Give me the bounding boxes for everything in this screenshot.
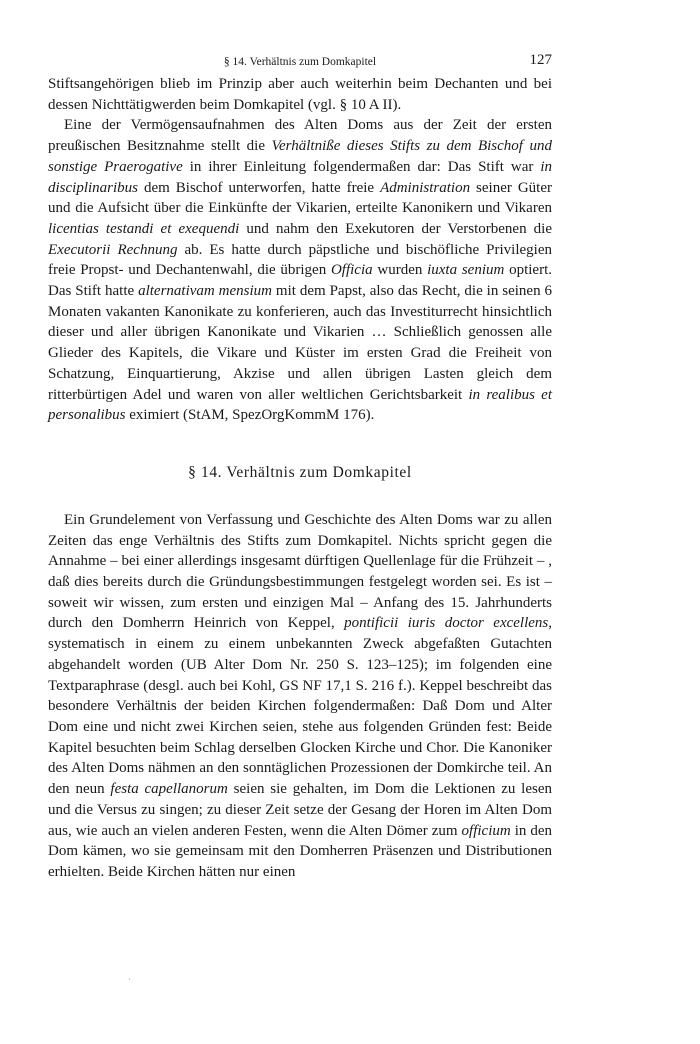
italic-phrase: licentias testandi et exequendi — [48, 220, 240, 237]
text-run: Stiftsangehörigen blieb im Prinzip aber auch weiterhin beim Dechanten und bei dessen Nichttätigwerden beim Domkapitel (vgl. § 10 A II). — [48, 76, 552, 113]
italic-phrase: in disciplinaribus — [48, 158, 552, 196]
text-run: wurden — [372, 262, 428, 279]
italic-phrase: Administration — [380, 179, 471, 196]
text-run: in den Dom kämen, wo sie gemeinsam mit den Domherren Präsenzen und Distributionen erhielten. Beide Kirchen hätten nur einen — [48, 822, 552, 880]
text-run: mit dem Papst, also das Recht, die in seinen 6 Monaten vakanten Kanonikate zu konferieren, auch das Investiturrecht hinsichtlich dieser und aller übrigen Kanonikate und Vikarien … Schließlich genossen alle Glieder des Kapitels, die Vikare und Küster im ersten Grad die Freiheit von Schatzung, Einquartierung, Akzise und allen übrigen Lasten gleich dem ritterbürtigen Adel und waren von aller weltlichen Gerichtsbarkeit — [48, 283, 552, 403]
paragraph — [48, 74, 552, 115]
body-text — [48, 74, 552, 883]
italic-phrase: festa capellanorum — [110, 781, 228, 798]
text-run: ab. Es hatte durch päpstliche und bischöfliche Privilegien freie Propst- und Dechantenwahl, die übrigen — [48, 241, 552, 279]
italic-phrase: in realibus et personalibus — [48, 386, 552, 424]
text-run: optiert. Das Stift hatte — [48, 262, 552, 300]
italic-phrase: Verhältniße dieses Stifts zu dem Bischof und sonstige Praerogative — [48, 138, 552, 175]
text-run: seiner Güter und die Aufsicht über die Einkünfte der Vikarien, erteilte Kanonikern und Vikaren — [48, 179, 553, 217]
text-run: und nahm den Exekutoren der Verstorbenen die — [239, 220, 553, 237]
paragraph — [48, 115, 552, 426]
italic-phrase: Officia — [330, 262, 373, 279]
running-head — [48, 50, 552, 74]
text-run: dem Bischof unterworfen, hatte freie — [138, 179, 381, 196]
page-number: 127 — [529, 52, 552, 68]
running-title: § 14. Verhältnis zum Domkapitel — [223, 56, 377, 68]
italic-phrase: Executorii Rechnung — [48, 241, 178, 258]
text-run: Ein Grundelement von Verfassung und Geschichte des Alten Doms war zu allen Zeiten das enge Verhältnis des Stifts zum Domkapitel. Nichts spricht gegen die Annahme – bei einer allerdings insgesamt dürftigen Quellenlage für die Frühzeit – , daß dies bereits durch die Gründungsbestimmungen festgelegt worden sei. Es ist – soweit wir wissen, zum ersten und einzigen Mal – Anfang des 15. Jahrhunderts durch den Domherrn Heinrich von Keppel, — [48, 511, 552, 632]
text-run: Eine der Vermögensaufnahmen des Alten Doms aus der Zeit der ersten preußischen Besitznahme stellt die — [48, 117, 552, 155]
text-run: in ihrer Einleitung folgendermaßen dar: Das Stift war — [182, 158, 541, 175]
scan-mark: · — [128, 974, 131, 984]
text-run: , systematisch in einem zu einem unbekannten Zweck abgefaßten Gutachten abgehandelt worden (UB Alter Dom Nr. 250 S. 123–125); im folgenden eine Textparaphrase (desgl. auch bei Kohl, GS NF 17,1 S. 216 f.). Keppel beschreibt das besondere Verhältnis der beiden Kirchen folgendermaßen: Daß Dom und Alter Dom eine und nicht zwei Kirchen seien, stehe aus folgenden Gründen fest: Beide Kapitel besuchten beim Schlag derselben Glocken Kirche und Chor. Die Kanoniker des Alten Doms nähmen an den sonntäglichen Prozessionen der Domkirche teil. An den neun — [48, 615, 552, 798]
italic-phrase: pontificii iuris doctor excellens — [344, 615, 549, 632]
italic-phrase: alternativam mensium — [138, 283, 272, 300]
section-heading: § 14. Verhältnis zum Domkapitel — [188, 463, 412, 481]
italic-phrase: iuxta senium — [427, 262, 505, 279]
text-run: seien sie gehalten, im Dom die Lektionen zu lesen und die Versus zu singen; zu dieser Zeit setze der Gesang der Horen im Alten Dom aus, wie auch an vielen anderen Festen, wenn die Alten Dömer zum — [48, 781, 552, 839]
book-page — [48, 50, 552, 883]
paragraph — [48, 510, 552, 883]
italic-phrase: officium — [461, 822, 511, 839]
text-run: eximiert (StAM, SpezOrgKommM 176). — [125, 407, 375, 424]
